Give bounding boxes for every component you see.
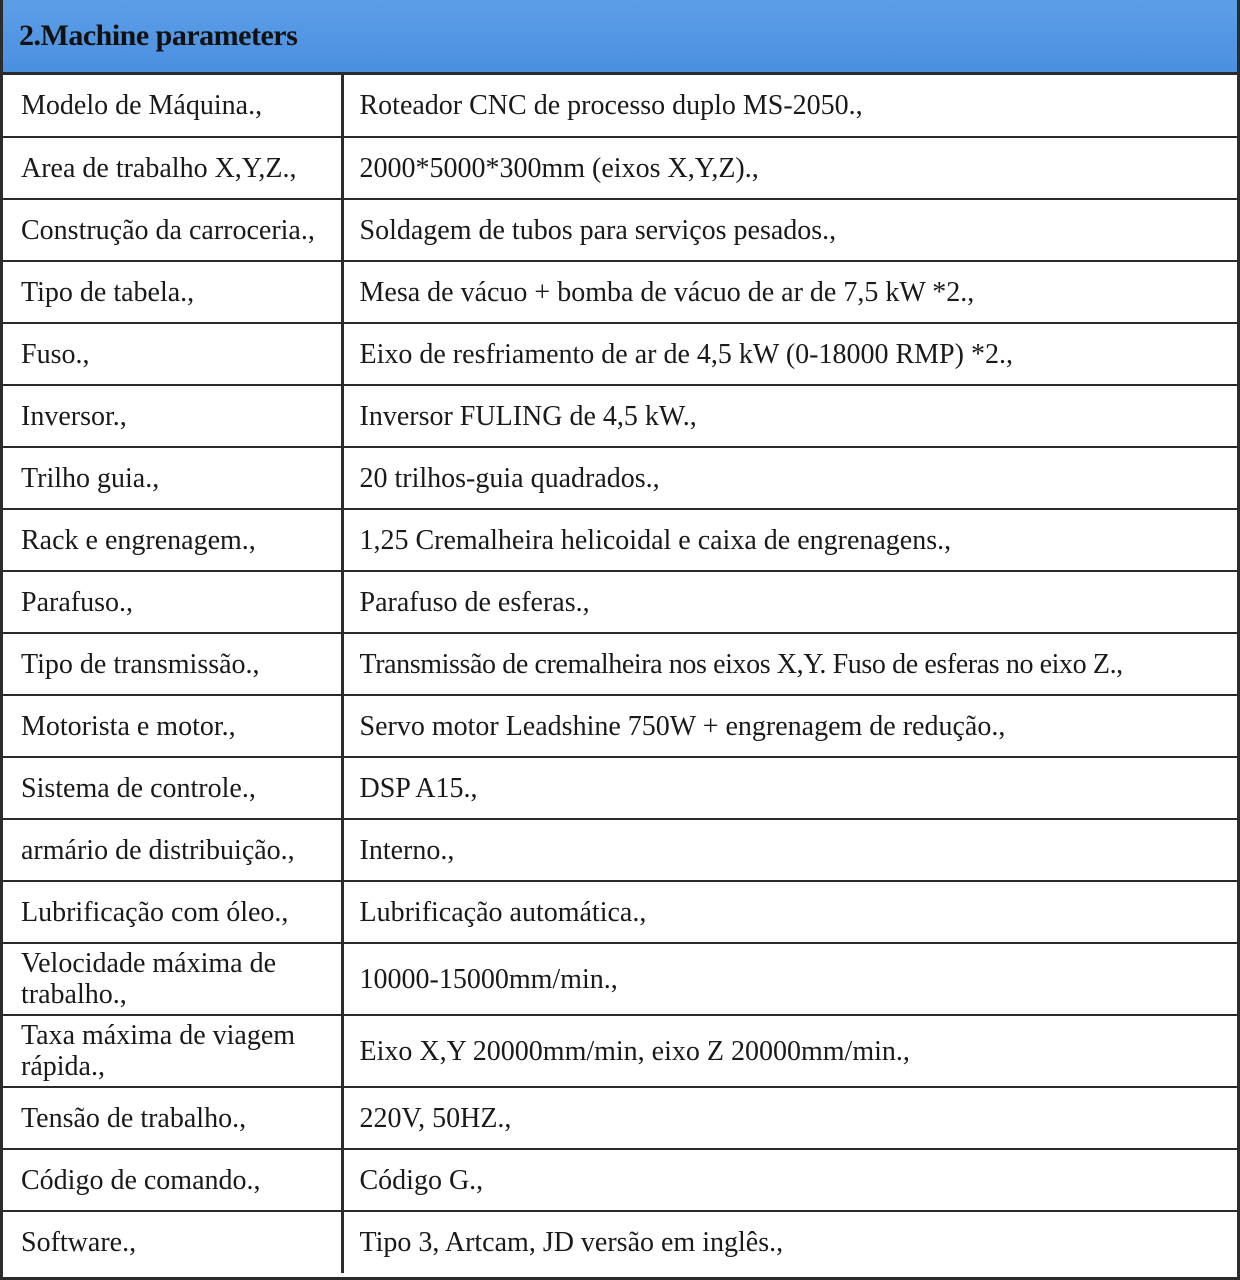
parameter-value: Código G.,	[342, 1149, 1237, 1211]
parameter-label: Tipo de tabela.,	[3, 261, 342, 323]
table-row	[3, 695, 1237, 757]
parameter-label: Trilho guia.,	[3, 447, 342, 509]
parameter-value: Inversor FULING de 4,5 kW.,	[342, 385, 1237, 447]
section-header	[3, 0, 1237, 75]
table-row	[3, 447, 1237, 509]
table-row	[3, 75, 1237, 137]
parameter-value: Mesa de vácuo + bomba de vácuo de ar de 7,5 kW *2.,	[342, 261, 1237, 323]
parameter-label: armário de distribuição.,	[3, 819, 342, 881]
parameter-value: Tipo 3, Artcam, JD versão em inglês.,	[359, 1227, 784, 1258]
parameter-label: Area de trabalho X,Y,Z.,	[3, 137, 342, 199]
parameter-value: 20 trilhos-guia quadrados.,	[342, 447, 1237, 509]
parameter-value: Transmissão de cremalheira nos eixos X,Y. Fuso de esferas no eixo Z.,	[342, 633, 1237, 695]
parameter-value: DSP A15.,	[342, 757, 1237, 819]
parameter-value: 1,25 Cremalheira helicoidal e caixa de engrenagens.,	[342, 509, 1237, 571]
parameter-label: Modelo de Máquina.,	[3, 75, 342, 137]
parameter-label: Sistema de controle.,	[3, 757, 342, 819]
parameter-value: 220V, 50HZ.,	[342, 1087, 1237, 1149]
parameter-label: Construção da carroceria.,	[3, 199, 342, 261]
parameter-label: Motorista e motor.,	[3, 695, 342, 757]
section-title: 2.Machine parameters	[19, 19, 298, 52]
table-row	[3, 943, 1237, 1015]
parameters-table	[3, 75, 1237, 1273]
table-row	[3, 819, 1237, 881]
parameter-value: Roteador CNC de processo duplo MS-2050.,	[342, 75, 1237, 137]
parameter-label: Tensão de trabalho.,	[3, 1087, 342, 1149]
parameter-label: Velocidade máxima de trabalho.,	[3, 943, 342, 1015]
table-row	[3, 1015, 1237, 1087]
table-row	[3, 385, 1237, 447]
table-row	[3, 1087, 1237, 1149]
table-row	[3, 1211, 1237, 1273]
parameter-label: Parafuso.,	[3, 571, 342, 633]
parameter-label: Inversor.,	[3, 385, 342, 447]
parameter-label: Tipo de transmissão.,	[3, 633, 342, 695]
parameter-value: Parafuso de esferas.,	[342, 571, 1237, 633]
parameter-value: Interno.,	[342, 819, 1237, 881]
parameter-label: Código de comando.,	[3, 1149, 342, 1211]
parameter-value: Eixo de resfriamento de ar de 4,5 kW (0-18000 RMP) *2.,	[342, 323, 1237, 385]
table-row	[3, 633, 1237, 695]
table-row	[3, 323, 1237, 385]
table-row	[3, 757, 1237, 819]
parameter-label: Rack e engrenagem.,	[3, 509, 342, 571]
table-row	[3, 571, 1237, 633]
table-row	[3, 261, 1237, 323]
parameter-label: Taxa máxima de viagem rápida.,	[3, 1015, 342, 1087]
parameter-value: 10000-15000mm/min.,	[342, 943, 1237, 1015]
parameter-label: Lubrificação com óleo.,	[3, 881, 342, 943]
parameter-value: 2000*5000*300mm (eixos X,Y,Z).,	[342, 137, 1237, 199]
parameter-label: Fuso.,	[3, 323, 342, 385]
parameter-label: Software.,	[3, 1211, 342, 1273]
table-row	[3, 199, 1237, 261]
table-row	[3, 881, 1237, 943]
parameter-value: Eixo X,Y 20000mm/min, eixo Z 20000mm/min.,	[342, 1015, 1237, 1087]
table-row	[3, 509, 1237, 571]
table-row	[3, 1149, 1237, 1211]
parameter-value: Soldagem de tubos para serviços pesados.,	[342, 199, 1237, 261]
parameter-value: Servo motor Leadshine 750W + engrenagem de redução.,	[342, 695, 1237, 757]
table-row	[3, 137, 1237, 199]
parameter-value: Lubrificação automática.,	[342, 881, 1237, 943]
